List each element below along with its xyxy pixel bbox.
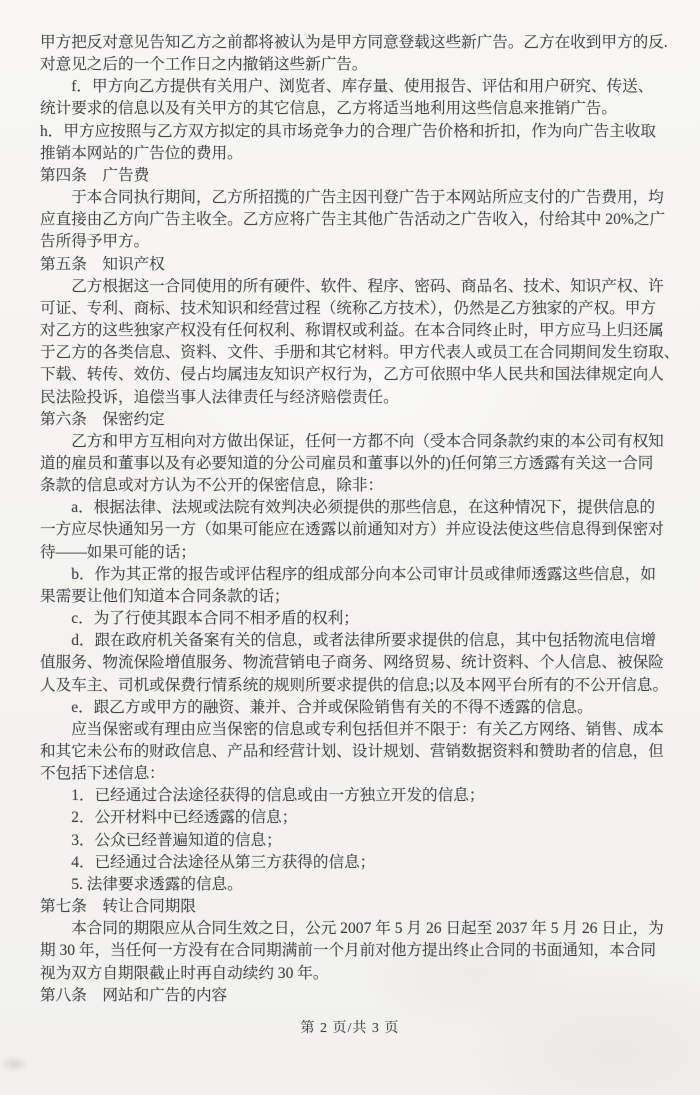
text-line: 3．公众已经普遍知道的信息； [40, 831, 282, 849]
text-line: 5. 法律要求透露的信息。 [40, 875, 243, 893]
text-line: 第四条 广告费 [40, 166, 150, 184]
text-line: 视为双方自期限截止时再自动续约 30 年。 [40, 964, 329, 982]
text-line: 可证、专利、商标、技术知识和经营过程（统称乙方技术），仍然是乙方独家的产权。甲方 [40, 299, 656, 317]
text-line: h．甲方应按照与乙方双方拟定的具市场竞争力的合理广告价格和折扣，作为向广告主收取 [40, 122, 656, 140]
text-line: 第五条 知识产权 [40, 255, 165, 273]
text-line: 本合同的期限应从合同生效之日，公元 2007 年 5 月 26 日起至 2037 年 5 月 26 日止，为 [40, 920, 664, 938]
text-line: 人及车主、司机或保费行情系统的规则所要求提供的信息;以及本网平台所有的不公开信息。 [40, 676, 669, 694]
text-line: 于本合同执行期间，乙方所招揽的广告主因刊登广告于本网站所应支付的广告费用，均 [40, 189, 664, 207]
text-line: 对意见之后的一个工作日之内撤销这些新广告。 [40, 56, 368, 74]
text-line: 1．已经通过合法途径获得的信息或由一方独立开发的信息； [40, 787, 485, 805]
contract-text-block [40, 32, 680, 1007]
text-line: 乙方根据这一合同使用的所有硬件、软件、程序、密码、商品名、技术、知识产权、许 [40, 277, 664, 295]
text-line: d．跟在政府机关备案有关的信息，或者法律所要求提供的信息，其中包括物流电信增 [40, 632, 656, 650]
text-line: a．根据法律、法规或法院有效判决必须提供的那些信息，在这种情况下，提供信息的 [40, 499, 656, 517]
text-line: 告所得予甲方。 [40, 233, 150, 251]
text-line: 果需要让他们知道本合同条款的话； [40, 587, 290, 605]
text-line: f．甲方向乙方提供有关用户、浏览者、库存量、使用报告、评估和用户研究、传送、 [40, 78, 654, 96]
text-line: 一方应尽快通知另一方（如果可能应在透露以前通知对方）并应设法使这些信息得到保密对 [40, 521, 664, 539]
text-line: 值服务、物流保险增值服务、物流营销电子商务、网络贸易、统计资料、个人信息、被保险 [40, 654, 664, 672]
text-line: 第八条 网站和广告的内容 [40, 986, 228, 1004]
text-line: c．为了行使其跟本合同不相矛盾的权利； [40, 610, 359, 628]
text-line: 4．已经通过合法途径从第三方获得的信息； [40, 853, 376, 871]
text-line: 第六条 保密约定 [40, 410, 165, 428]
text-line: 统计要求的信息以及有关甲方的其它信息，乙方将适当地利用这些信息来推销广告。 [40, 100, 617, 118]
text-line: 推销本网站的广告位的费用。 [40, 144, 243, 162]
text-line: 待——如果可能的话； [40, 543, 196, 561]
text-line: 和其它未公布的财政信息、产品和经营计划、设计规划、营销数据资料和赞助者的信息，但 [40, 743, 664, 760]
text-line: 民法险投诉，追偿当事人法律责任与经济赔偿责任。 [40, 388, 399, 406]
text-line: 对乙方的这些独家产权没有任何权利、称谓权或利益。在本合同终止时，甲方应马上归还属 [40, 322, 664, 340]
text-line: 2．公开材料中已经透露的信息； [40, 809, 298, 827]
text-line: 期 30 年，当任何一方没有在合同期满前一个月前对他方提出终止合同的书面通知，本合同 [40, 942, 656, 960]
text-line: 乙方和甲方互相向对方做出保证，任何一方都不向（受本合同条款约束的本公司有权知 [40, 432, 664, 450]
text-line: 下载、转传、效仿、侵占均属违友知识产权行为，乙方可依照中华人民共和国法律规定向人 [40, 366, 664, 384]
text-line: 不包括下述信息： [40, 765, 165, 783]
text-line: 甲方把反对意见告知乙方之前都将被认为是甲方同意登载这些新广告。乙方在收到甲方的反. [40, 34, 668, 51]
text-line: 第七条 转让合同期限 [40, 898, 196, 916]
text-line: 于乙方的各类信息、资料、文件、手册和其它材料。甲方代表人或员工在合同期间发生窃取、 [40, 344, 680, 362]
text-line: e．跟乙方或甲方的融资、兼并、合并或保险销售有关的不得不透露的信息。 [40, 698, 593, 716]
text-line: 道的雇员和董事以及有必要知道的分公司雇员和董事以外的)任何第三方透露有关这一合同 [40, 454, 654, 472]
page-number-footer: 第 2 页/共 3 页 [300, 1021, 400, 1036]
text-line: 应直接由乙方向广告主收全。乙方应将广告主其他广告活动之广告收入，付给其中 20%之广 [40, 211, 666, 229]
text-line: 应当保密或有理由应当保密的信息或专利包括但并不限于：有关乙方网络、销售、成本 [40, 720, 664, 738]
text-line: 条款的信息或对方认为不公开的保密信息，除非： [40, 477, 384, 495]
text-line: b．作为其正常的报告或评估程序的组成部分向本公司审计员或律师透露这些信息，如 [40, 565, 656, 583]
